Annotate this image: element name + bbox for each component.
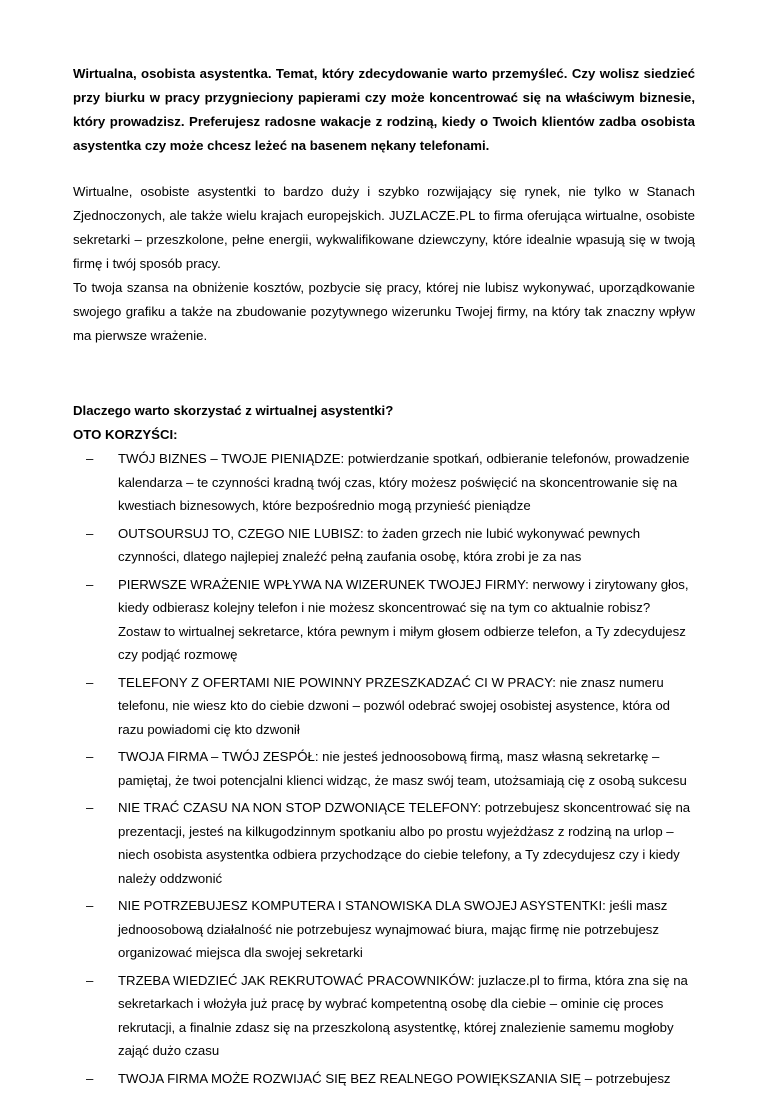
paragraph-market: Wirtualne, osobiste asystentki to bardzo duży i szybko rozwijający się rynek, nie tylko w Stanach Zjednoczonych, ale także wielu krajach europejskich. JUZLACZE.PL to firma oferująca wirtualne, osobiste sekretarki – przeszkolone, pełne energii, wykwalifikowane dziewczyny, które idealnie wpasują się w twoją firmę i twój sposób pracy. <box>73 184 695 271</box>
dash-bullet: – <box>86 972 94 988</box>
benefit-text: NIE TRAĆ CZASU NA NON STOP DZWONIĄCE TELEFONY: potrzebujesz skoncentrować się na prezentacji, jesteś na kilkugodzinnym spotkaniu albo po prostu wyjeżdżasz z rodziną na urlop – niech osobista asystentka odbiera przychodzące do ciebie telefony, a Ty zdecydujesz czy i kiedy należy oddzwonić <box>118 800 691 886</box>
dash-bullet: – <box>86 1070 94 1086</box>
dash-bullet: – <box>86 525 94 541</box>
benefit-item <box>73 573 695 667</box>
dash-bullet: – <box>86 749 94 764</box>
benefit-text: TRZEBA WIEDZIEĆ JAK REKRUTOWAĆ PRACOWNIKÓW: juzlacze.pl to firma, która zna się na sekretarkach i włożyła już pracę by wybrać kompetentną osobę dla ciebie – ominie cię proces rekrutacji, a finalnie zdasz się na przeszkoloną asystentkę, której znalezienie samemu mogłoby zająć dużo czasu <box>118 972 688 1058</box>
intro-paragraph: Wirtualna, osobista asystentka. Temat, który zdecydowanie warto przemyśleć. Czy wolisz siedzieć przy biurku w pracy przygnieciony papierami czy może koncentrować się na właściwym biznesie, który prowadzisz. Preferujesz radosne wakacje z rodziną, kiedy o Twoich klientów zadba osobista asystentka czy może chcesz leżeć na basenem nękany telefonami. <box>73 66 695 153</box>
benefit-text: TWOJA FIRMA MOŻE ROZWIJAĆ SIĘ BEZ REALNEGO POWIĘKSZANIA SIĘ – potrzebujesz <box>118 1070 671 1086</box>
paragraph-opportunity: To twoja szansa na obniżenie kosztów, pozbycie się pracy, której nie lubisz wykonywać, uporządkowanie swojego grafiku a także na zbudowanie pozytywnego wizerunku Twojej firmy, na który tak znaczny wpływ ma pierwsze wrażenie. <box>73 280 695 343</box>
document-page <box>73 62 695 1094</box>
heading-why: Dlaczego warto skorzystać z wirtualnej asystentki? <box>73 403 394 418</box>
benefit-item <box>73 796 695 890</box>
benefit-text: NIE POTRZEBUJESZ KOMPUTERA I STANOWISKA DLA SWOJEJ ASYSTENTKI: jeśli masz jednoosobową działalność nie potrzebujesz wynajmować biura, mając firmę nie potrzebujesz organizować miejsca dla swojej sekretarki <box>118 898 668 960</box>
benefit-text: OUTSOURSUJ TO, CZEGO NIE LUBISZ: to żaden grzech nie lubić wykonywać pewnych czynności, dlatego najlepiej znaleźć pełną zaufania osobę, która zrobi je za nas <box>118 525 641 564</box>
benefit-text: TWOJA FIRMA – TWÓJ ZESPÓŁ: nie jesteś jednoosobową firmą, masz własną sekretarkę – pamiętaj, że twoi potencjalni klienci widząc, że masz swój team, utożsamiają cię z osobą sukcesu <box>118 749 687 788</box>
dash-bullet: – <box>86 674 94 690</box>
heading-benefits: OTO KORZYŚCI: <box>73 427 178 442</box>
benefit-item <box>73 745 695 792</box>
dash-bullet: – <box>86 800 94 815</box>
benefit-text: PIERWSZE WRAŻENIE WPŁYWA NA WIZERUNEK TWOJEJ FIRMY: nerwowy i zirytowany głos, kiedy odbierasz kolejny telefon i nie możesz skoncentrować się na tym co aktualnie robisz? Zostaw to wirtualnej sekretarce, która pewnym i miłym głosem odbierze telefon, a Ty zdecydujesz czy podjąć rozmowę <box>118 576 689 662</box>
benefit-item <box>73 671 695 742</box>
benefit-item <box>73 522 695 569</box>
benefit-text: TELEFONY Z OFERTAMI NIE POWINNY PRZESZKADZAĆ CI W PRACY: nie znasz numeru telefonu, nie wiesz kto do ciebie dzwoni – pozwól odebrać swojej osobistej asystence, która od razu powiadomi cię kto dzwonił <box>118 674 670 737</box>
benefit-item <box>73 1067 695 1091</box>
dash-bullet: – <box>86 898 94 913</box>
benefit-text: TWÓJ BIZNES – TWOJE PIENIĄDZE: potwierdzanie spotkań, odbieranie telefonów, prowadzenie kalendarza – te czynności kradną twój czas, który możesz poświęcić na skoncentrowanie się na kwestiach biznesowych, które bezpośrednio mogą przynieść pieniądze <box>118 451 690 513</box>
dash-bullet: – <box>86 576 94 592</box>
benefit-item <box>73 969 695 1063</box>
benefit-item <box>73 447 695 518</box>
dash-bullet: – <box>86 451 94 466</box>
benefit-item <box>73 894 695 965</box>
